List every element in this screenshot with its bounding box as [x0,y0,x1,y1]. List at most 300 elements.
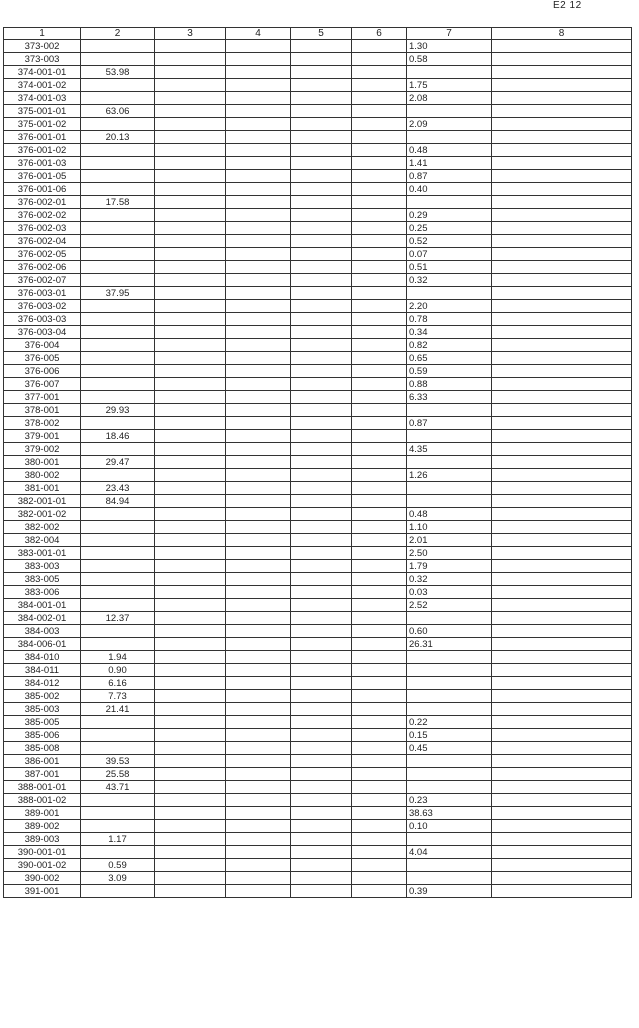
table-cell-col5 [291,729,352,742]
page-number-label: Е2 12 [553,0,582,11]
table-cell-col3 [155,352,226,365]
table-row [4,729,632,742]
table-cell-col3 [155,248,226,261]
table-cell-col2 [81,820,155,833]
table-cell-col4 [226,755,291,768]
table-cell-col4 [226,313,291,326]
table-cell-col4 [226,274,291,287]
table-cell-col4 [226,40,291,53]
table-cell-col7: 2.08 [407,92,492,105]
table-body [4,40,632,898]
table-cell-col7 [407,612,492,625]
table-cell-col4 [226,196,291,209]
table-cell-col6 [352,742,407,755]
table-cell-col2 [81,469,155,482]
table-cell-col7: 0.23 [407,794,492,807]
table-cell-col1: 376-003-03 [4,313,81,326]
table-cell-col4 [226,209,291,222]
table-cell-col1: 374-001-03 [4,92,81,105]
table-cell-col3 [155,326,226,339]
table-cell-col7 [407,755,492,768]
table-cell-col3 [155,833,226,846]
table-cell-col4 [226,352,291,365]
table-cell-col6 [352,521,407,534]
table-cell-col4 [226,534,291,547]
table-cell-col6 [352,794,407,807]
table-row [4,651,632,664]
table-cell-col2: 7.73 [81,690,155,703]
table-cell-col4 [226,599,291,612]
table-row [4,768,632,781]
table-row [4,79,632,92]
table-cell-col6 [352,105,407,118]
table-cell-col2 [81,391,155,404]
table-cell-col6 [352,872,407,885]
table-cell-col2: 1.94 [81,651,155,664]
table-cell-col4 [226,885,291,898]
table-cell-col1: 375-001-02 [4,118,81,131]
table-cell-col4 [226,118,291,131]
table-row [4,53,632,66]
table-cell-col6 [352,768,407,781]
table-cell-col8 [492,768,632,781]
table-cell-col3 [155,196,226,209]
table-cell-col2 [81,326,155,339]
table-row [4,378,632,391]
table-cell-col2 [81,170,155,183]
table-cell-col6 [352,170,407,183]
table-cell-col6 [352,365,407,378]
table-cell-col1: 382-004 [4,534,81,547]
table-cell-col5 [291,651,352,664]
table-cell-col1: 385-008 [4,742,81,755]
table-cell-col1: 376-001-02 [4,144,81,157]
table-cell-col5 [291,430,352,443]
table-cell-col8 [492,391,632,404]
table-cell-col8 [492,534,632,547]
table-cell-col7: 0.25 [407,222,492,235]
table-row [4,482,632,495]
table-cell-col7 [407,105,492,118]
table-row [4,703,632,716]
table-cell-col8 [492,846,632,859]
table-cell-col1: 384-006-01 [4,638,81,651]
table-row [4,157,632,170]
table-cell-col2 [81,534,155,547]
table-row [4,547,632,560]
table-cell-col5 [291,235,352,248]
table-cell-col7: 0.87 [407,170,492,183]
table-cell-col3 [155,443,226,456]
table-cell-col1: 376-002-05 [4,248,81,261]
table-cell-col5 [291,885,352,898]
table-cell-col8 [492,131,632,144]
table-cell-col8 [492,40,632,53]
table-cell-col3 [155,846,226,859]
table-cell-col7: 0.10 [407,820,492,833]
table-cell-col6 [352,716,407,729]
table-cell-col5 [291,664,352,677]
table-row [4,638,632,651]
table-cell-col8 [492,820,632,833]
table-cell-col2 [81,118,155,131]
table-cell-col5 [291,222,352,235]
table-cell-col3 [155,417,226,430]
table-cell-col3 [155,209,226,222]
table-cell-col5 [291,690,352,703]
table-cell-col1: 376-002-04 [4,235,81,248]
table-cell-col6 [352,638,407,651]
table-cell-col7: 26.31 [407,638,492,651]
table-cell-col1: 376-001-05 [4,170,81,183]
table-row [4,534,632,547]
table-cell-col4 [226,495,291,508]
table-cell-col4 [226,105,291,118]
table-row [4,508,632,521]
table-cell-col5 [291,79,352,92]
table-cell-col4 [226,144,291,157]
table-cell-col7 [407,196,492,209]
table-cell-col4 [226,690,291,703]
table-cell-col3 [155,339,226,352]
table-cell-col5 [291,677,352,690]
table-cell-col5 [291,859,352,872]
table-cell-col3 [155,365,226,378]
table-row [4,872,632,885]
table-cell-col3 [155,300,226,313]
table-cell-col7: 0.07 [407,248,492,261]
table-cell-col2 [81,313,155,326]
table-cell-col3 [155,612,226,625]
table-cell-col2 [81,599,155,612]
table-cell-col7: 0.52 [407,235,492,248]
table-cell-col5 [291,66,352,79]
table-cell-col3 [155,404,226,417]
table-cell-col8 [492,196,632,209]
table-cell-col8 [492,521,632,534]
table-cell-col5 [291,92,352,105]
table-cell-col8 [492,235,632,248]
table-cell-col3 [155,885,226,898]
table-cell-col8 [492,833,632,846]
table-cell-col7: 6.33 [407,391,492,404]
table-cell-col3 [155,313,226,326]
table-cell-col2 [81,339,155,352]
table-cell-col8 [492,651,632,664]
table-cell-col2 [81,144,155,157]
table-cell-col1: 376-003-02 [4,300,81,313]
table-cell-col5 [291,118,352,131]
column-header-3: 3 [155,28,226,40]
table-cell-col3 [155,430,226,443]
table-cell-col2 [81,235,155,248]
table-cell-col5 [291,248,352,261]
table-cell-col2 [81,157,155,170]
table-cell-col6 [352,612,407,625]
table-cell-col7: 2.09 [407,118,492,131]
table-cell-col8 [492,456,632,469]
table-cell-col8 [492,794,632,807]
table-cell-col8 [492,495,632,508]
table-cell-col2 [81,885,155,898]
table-cell-col4 [226,300,291,313]
table-cell-col8 [492,560,632,573]
table-cell-col3 [155,118,226,131]
table-cell-col1: 373-003 [4,53,81,66]
column-header-5: 5 [291,28,352,40]
table-cell-col4 [226,521,291,534]
table-cell-col7: 0.48 [407,508,492,521]
table-cell-col5 [291,287,352,300]
table-cell-col6 [352,131,407,144]
table-cell-col3 [155,378,226,391]
table-cell-col1: 381-001 [4,482,81,495]
table-cell-col1: 383-006 [4,586,81,599]
table-row [4,417,632,430]
table-cell-col4 [226,261,291,274]
table-cell-col6 [352,144,407,157]
table-cell-col7 [407,287,492,300]
table-cell-col7: 38.63 [407,807,492,820]
table-cell-col1: 382-001-02 [4,508,81,521]
table-cell-col4 [226,742,291,755]
table-row [4,781,632,794]
table-cell-col5 [291,209,352,222]
table-cell-col5 [291,40,352,53]
table-cell-col8 [492,105,632,118]
table-cell-col1: 376-001-03 [4,157,81,170]
table-cell-col4 [226,638,291,651]
table-cell-col7: 0.58 [407,53,492,66]
table-cell-col4 [226,339,291,352]
table-cell-col5 [291,183,352,196]
table-cell-col4 [226,443,291,456]
table-cell-col2 [81,560,155,573]
table-cell-col6 [352,196,407,209]
table-row [4,352,632,365]
table-cell-col3 [155,807,226,820]
table-cell-col8 [492,859,632,872]
table-cell-col4 [226,664,291,677]
table-cell-col1: 379-002 [4,443,81,456]
table-cell-col6 [352,352,407,365]
table-cell-col5 [291,534,352,547]
table-cell-col6 [352,495,407,508]
table-cell-col2: 18.46 [81,430,155,443]
table-cell-col3 [155,755,226,768]
table-row [4,833,632,846]
table-row [4,326,632,339]
table-cell-col5 [291,131,352,144]
table-cell-col4 [226,417,291,430]
table-cell-col6 [352,469,407,482]
table-cell-col1: 376-001-06 [4,183,81,196]
table-cell-col1: 384-002-01 [4,612,81,625]
table-cell-col4 [226,248,291,261]
table-cell-col5 [291,638,352,651]
table-cell-col3 [155,781,226,794]
table-cell-col3 [155,40,226,53]
table-cell-col7: 1.79 [407,560,492,573]
table-cell-col6 [352,79,407,92]
table-cell-col1: 390-002 [4,872,81,885]
table-cell-col3 [155,157,226,170]
table-row [4,196,632,209]
table-cell-col7: 4.35 [407,443,492,456]
table-row [4,560,632,573]
table-cell-col5 [291,846,352,859]
table-row [4,391,632,404]
table-cell-col2 [81,79,155,92]
table-cell-col1: 386-001 [4,755,81,768]
table-cell-col5 [291,443,352,456]
table-cell-col3 [155,742,226,755]
table-row [4,664,632,677]
table-cell-col7 [407,482,492,495]
table-cell-col4 [226,53,291,66]
table-cell-col6 [352,222,407,235]
table-cell-col4 [226,157,291,170]
table-cell-col3 [155,820,226,833]
table-cell-col3 [155,287,226,300]
table-cell-col3 [155,664,226,677]
table-cell-col8 [492,755,632,768]
table-cell-col8 [492,599,632,612]
table-cell-col4 [226,820,291,833]
table-cell-col3 [155,456,226,469]
table-cell-col8 [492,261,632,274]
table-cell-col5 [291,755,352,768]
table-cell-col7: 0.88 [407,378,492,391]
table-row [4,40,632,53]
table-cell-col2 [81,209,155,222]
table-cell-col3 [155,105,226,118]
table-cell-col3 [155,274,226,287]
table-cell-col8 [492,92,632,105]
table-cell-col6 [352,703,407,716]
table-cell-col8 [492,885,632,898]
table-row [4,495,632,508]
table-cell-col5 [291,365,352,378]
table-cell-col7: 1.30 [407,40,492,53]
table-cell-col8 [492,339,632,352]
table-cell-col3 [155,144,226,157]
table-cell-col4 [226,729,291,742]
table-cell-col6 [352,183,407,196]
table-cell-col5 [291,612,352,625]
table-cell-col3 [155,677,226,690]
table-cell-col6 [352,508,407,521]
table-cell-col6 [352,729,407,742]
table-cell-col4 [226,651,291,664]
table-cell-col5 [291,521,352,534]
table-cell-col7: 0.78 [407,313,492,326]
table-cell-col6 [352,391,407,404]
table-cell-col5 [291,781,352,794]
table-cell-col1: 375-001-01 [4,105,81,118]
table-cell-col4 [226,378,291,391]
table-cell-col4 [226,781,291,794]
table-cell-col3 [155,170,226,183]
table-cell-col4 [226,859,291,872]
table-cell-col3 [155,508,226,521]
table-cell-col2 [81,261,155,274]
table-cell-col4 [226,807,291,820]
table-row [4,690,632,703]
table-cell-col6 [352,833,407,846]
table-cell-col6 [352,755,407,768]
table-row [4,885,632,898]
table-cell-col3 [155,586,226,599]
table-cell-col5 [291,560,352,573]
table-cell-col4 [226,560,291,573]
table-cell-col8 [492,313,632,326]
table-cell-col3 [155,547,226,560]
table-cell-col3 [155,859,226,872]
column-header-4: 4 [226,28,291,40]
table-cell-col6 [352,560,407,573]
table-cell-col3 [155,625,226,638]
table-cell-col1: 384-001-01 [4,599,81,612]
table-cell-col4 [226,768,291,781]
table-cell-col8 [492,638,632,651]
table-cell-col1: 374-001-01 [4,66,81,79]
table-row [4,794,632,807]
table-row [4,625,632,638]
table-row [4,443,632,456]
table-cell-col5 [291,313,352,326]
table-cell-col1: 384-010 [4,651,81,664]
table-cell-col8 [492,586,632,599]
table-cell-col3 [155,482,226,495]
table-row [4,599,632,612]
table-cell-col1: 388-001-02 [4,794,81,807]
table-cell-col6 [352,40,407,53]
table-cell-col6 [352,66,407,79]
table-row [4,573,632,586]
table-cell-col1: 380-001 [4,456,81,469]
table-cell-col2: 23.43 [81,482,155,495]
table-row [4,755,632,768]
table-cell-col2 [81,378,155,391]
table-cell-col1: 376-003-04 [4,326,81,339]
table-cell-col3 [155,222,226,235]
table-cell-col7 [407,404,492,417]
table-cell-col6 [352,820,407,833]
table-cell-col8 [492,677,632,690]
table-cell-col3 [155,651,226,664]
table-row [4,248,632,261]
table-cell-col8 [492,404,632,417]
table-cell-col6 [352,807,407,820]
table-row [4,456,632,469]
table-cell-col3 [155,573,226,586]
table-cell-col2 [81,638,155,651]
table-cell-col7: 0.40 [407,183,492,196]
table-cell-col4 [226,482,291,495]
table-cell-col7: 0.03 [407,586,492,599]
table-cell-col4 [226,677,291,690]
table-cell-col6 [352,287,407,300]
table-cell-col8 [492,170,632,183]
column-header-7: 7 [407,28,492,40]
table-cell-col6 [352,326,407,339]
table-cell-col5 [291,716,352,729]
table-row [4,742,632,755]
table-cell-col4 [226,326,291,339]
table-cell-col6 [352,677,407,690]
table-row [4,92,632,105]
